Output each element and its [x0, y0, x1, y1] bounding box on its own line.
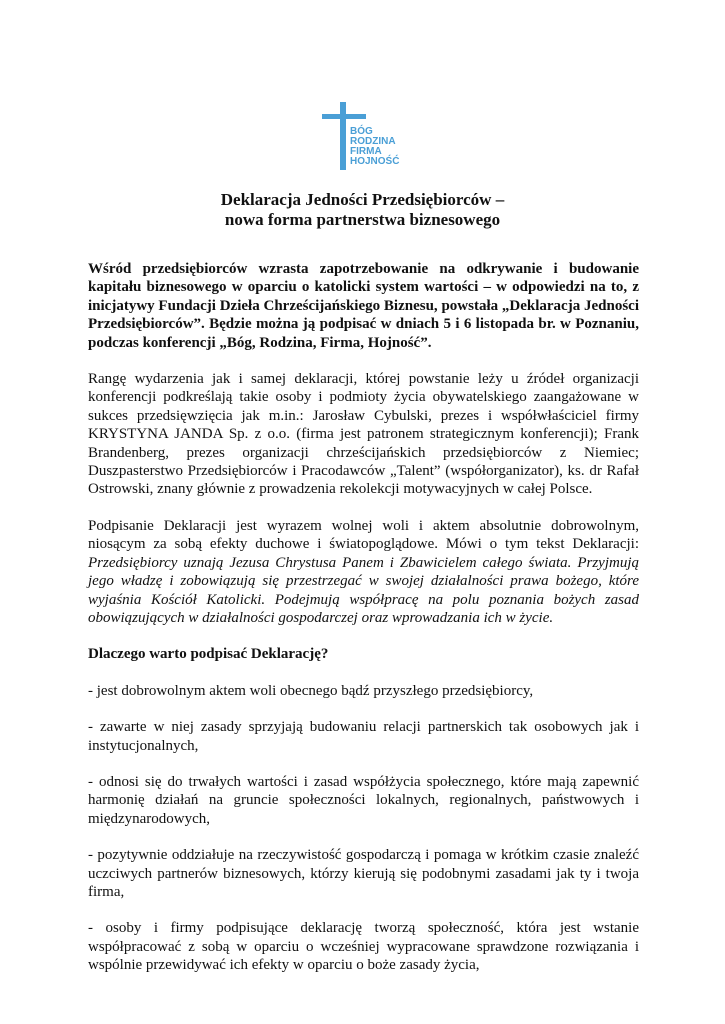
logo-line-1: BÓG	[350, 126, 373, 137]
logo-line-2: RODZINA	[350, 136, 396, 147]
section-heading: Dlaczego warto podpisać Deklarację?	[88, 646, 329, 663]
bullet-item: - pozytywnie oddziałuje na rzeczywistość gospodarczą i pomaga w krótkim czasie znaleźć uczciwych partnerów biznesowych, którzy kierują się podobnymi zasadami jak ty i twoja firma,	[88, 847, 639, 900]
lead-paragraph: Wśród przedsiębiorców wzrasta zapotrzebowanie na odkrywanie i budowanie kapitału biznesowego w oparciu o katolicki system wartości – w odpowiedzi na to, z inicjatywy Fundacji Dzieła Chrześcijańskiego Biznesu, powstała „Deklaracja Jedności Przedsiębiorców”. Będzie można ją podpisać w dniach 5 i 6 listopada br. w Poznaniu, podczas konferencji „Bóg, Rodzina, Firma, Hojność”.	[88, 261, 639, 351]
declaration-intro: Podpisanie Deklaracji jest wyrazem wolnej woli i aktem absolutnie dobrowolnym, niosącym za sobą efekty duchowe i światopoglądowe. Mówi o tym tekst Deklaracji:	[88, 517, 639, 553]
title-line-1: Deklaracja Jedności Przedsiębiorców –	[220, 190, 505, 209]
bullet-item: - zawarte w niej zasady sprzyjają budowaniu relacji partnerskich tak osobowych jak i instytucjonalnych,	[88, 719, 639, 754]
logo-line-4: HOJNOŚĆ	[350, 156, 400, 167]
cross-horizontal-bar	[322, 114, 366, 119]
cross-vertical-bar	[340, 102, 346, 170]
logo-line-3: FIRMA	[350, 146, 382, 157]
logo	[318, 100, 408, 172]
paragraph-speakers: Rangę wydarzenia jak i samej deklaracji, której powstanie leży u źródeł organizacji konferencji podkreślają takie osoby i podmioty życia obywatelskiego zaangażowane w sukces przedsięwzięcia jak m.in.: Jarosław Cybulski, prezes i współwłaściciel firmy KRYSTYNA JANDA Sp. z o.o. (firma jest patronem strategicznym konferencji); Frank Brandenberg, prezes organizacji chrześcijańskich przedsiębiorców z Niemiec; Duszpasterstwo Przedsiębiorców i Pracodawców „Talent” (współorganizator), ks. dr Rafał Ostrowski, znany głównie z prowadzenia rekolekcji motywacyjnych w całej Polsce.	[88, 371, 639, 498]
bullet-item: - jest dobrowolnym aktem woli obecnego bądź przyszłego przedsiębiorcy,	[88, 682, 534, 699]
paragraph-declaration	[88, 517, 639, 627]
document-title	[0, 190, 725, 230]
document-body	[88, 260, 639, 975]
bullet-item: - odnosi się do trwałych wartości i zasad współżycia społecznego, które mają zapewnić harmonię działań na gruncie społeczności lokalnych, regionalnych, państwowych i międzynarodowych,	[88, 773, 639, 827]
bullet-item: - osoby i firmy podpisujące deklarację tworzą społeczność, która jest wstanie współpracować z sobą w oparciu o wcześniej wypracowane sprawdzone rozwiązania i wspólnie przewidywać ich efekty w oparciu o boże zasady życia,	[88, 920, 639, 974]
title-line-2: nowa forma partnerstwa biznesowego	[224, 210, 501, 229]
declaration-quote: Przedsiębiorcy uznają Jezusa Chrystusa Panem i Zbawicielem całego świata. Przyjmują jego władzę i zobowiązują się przestrzegać w swojej działalności prawa bożego, które wyjaśnia Kościół Katolicki. Podejmują współpracę na polu poznania bożych zasad obowiązujących w działalności gospodarczej oraz wprowadzania ich w życie.	[88, 554, 639, 626]
cross-logo-graphic	[318, 100, 408, 172]
